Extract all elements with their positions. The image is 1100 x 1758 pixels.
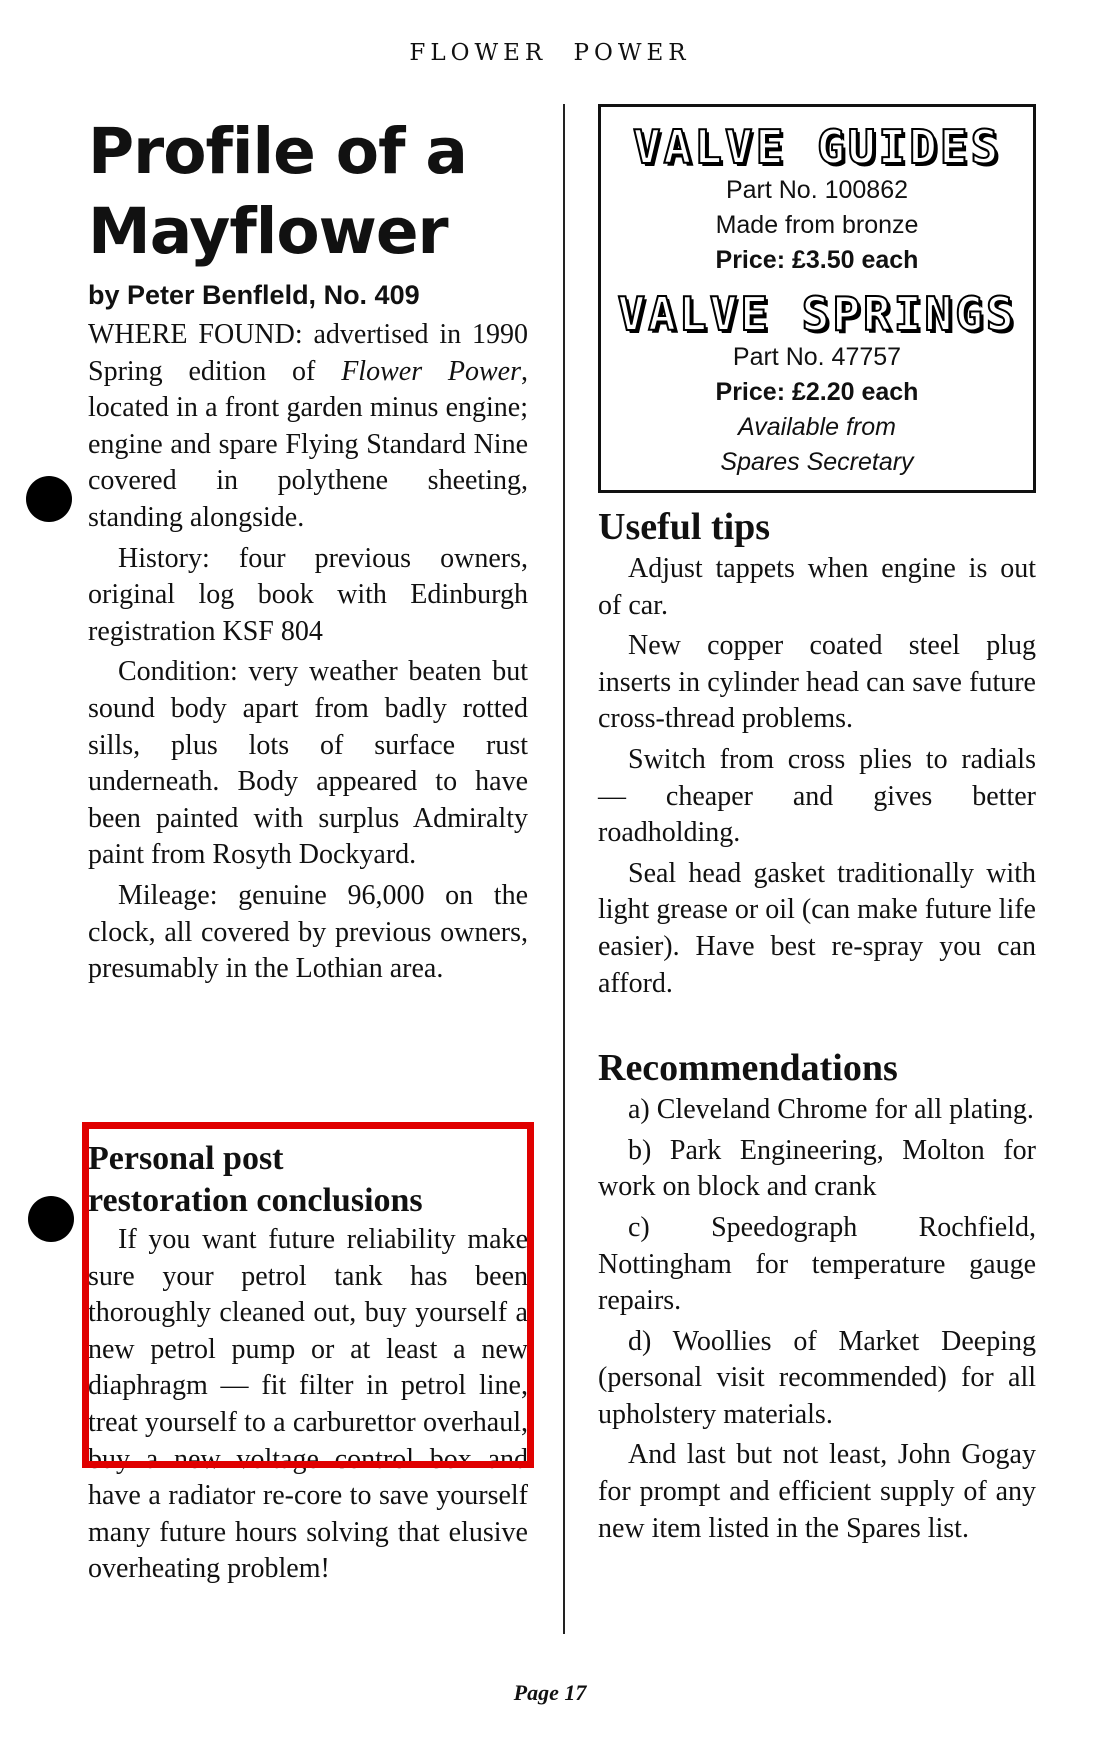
mileage-paragraph: Mileage: genuine 96,000 on the clock, all covered by previous owners, presumably in the Lothian area. <box>88 879 528 985</box>
guides-part-number: Part No. 100862 <box>725 176 909 204</box>
personal-heading: Personal post restoration conclusions <box>88 1140 423 1219</box>
recommendation-item: d) Woollies of Market Deeping (personal visit recommended) for all upholstery materials. <box>598 1325 1036 1430</box>
column-divider <box>563 104 565 1634</box>
springs-price: Price: £2.20 each <box>715 378 919 406</box>
history-paragraph: History: four previous owners, original log book with Edinburgh registration KSF 804 <box>88 542 528 647</box>
where-found-paragraph: WHERE FOUND: advertised in 1990 Spring edition of Flower Power, located in a front garden minus engine; engine and spare Flying Standard Nine covered in polythene sheeting, standing alongside. <box>88 319 528 533</box>
valve-guides-title: VALVE GUIDES <box>632 120 1002 174</box>
binder-hole-lower <box>28 1196 74 1242</box>
right-column <box>598 104 1036 1551</box>
guides-price: Price: £3.50 each <box>715 246 919 274</box>
recommendation-item: a) Cleveland Chrome for all plating. <box>628 1094 1034 1126</box>
condition-paragraph: Condition: very weather beaten but sound body apart from badly rotted sills, plus lots of surface rust underneath. Body appeared to have been painted with surplus Admiralty paint from Rosyth Dockyard. <box>88 656 528 871</box>
byline: by Peter Benfleld, No. 409 <box>88 280 420 310</box>
tip-item: New copper coated steel plug inserts in cylinder head can save future cross-thread problems. <box>598 630 1036 735</box>
recommendation-item: c) Speedograph Rochfield, Nottingham for temperature gauge repairs. <box>598 1211 1036 1317</box>
spares-advert <box>598 104 1036 493</box>
magazine-name: Flower Power <box>341 355 521 387</box>
guides-material: Made from bronze <box>715 211 919 239</box>
recommendations-heading: Recommendations <box>598 1047 898 1090</box>
recommendations-list <box>598 1092 1036 1547</box>
highlight-frame <box>82 1122 534 1468</box>
page-number: Page 17 <box>513 1680 587 1705</box>
tips-heading: Useful tips <box>598 506 771 548</box>
article-body <box>88 317 528 988</box>
binder-hole-upper <box>26 476 72 522</box>
tips-list <box>598 551 1036 1002</box>
recommendation-item: And last but not least, John Gogay for prompt and efficient supply of any new item listed in the Spares list. <box>598 1439 1036 1544</box>
spares-secretary: Spares Secretary <box>720 448 914 476</box>
article-column <box>88 112 528 992</box>
title-line-1: Profile of a <box>88 115 467 188</box>
title-line-2: Mayflower <box>88 195 448 268</box>
tip-item: Adjust tappets when engine is out of car. <box>598 553 1036 621</box>
tip-item: Seal head gasket traditionally with light grease or oil (can make future life easier). Have best re-spray you can afford. <box>598 857 1036 999</box>
personal-paragraph: If you want future reliability make sure your petrol tank has been thoroughly cleaned out, buy yourself a new petrol pump or at least a new diaphragm — fit filter in petrol line, treat yourself to a carburettor overhaul, buy a new voltage control box and have a radiator re-core to save yourself many future hours solving that elusive overheating problem! <box>88 1224 528 1585</box>
valve-springs-title: VALVE SPRINGS <box>617 287 1017 341</box>
available-from: Available from <box>738 413 896 441</box>
recommendation-item: b) Park Engineering, Molton for work on block and crank <box>598 1134 1036 1203</box>
tip-item: Switch from cross plies to radials — cheaper and gives better roadholding. <box>598 743 1036 849</box>
springs-part-number: Part No. 47757 <box>732 343 902 371</box>
running-head: FLOWER POWER <box>409 40 691 66</box>
article-title <box>88 112 528 272</box>
